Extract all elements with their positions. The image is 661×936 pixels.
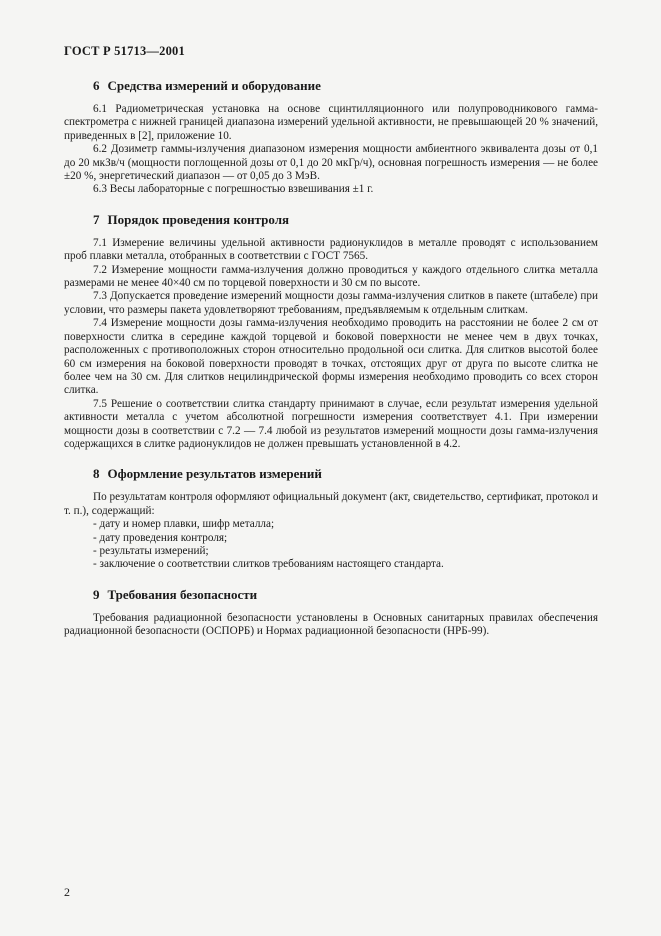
paragraph-7-1: 7.1 Измерение величины удельной активности радионуклидов в металле проводят с использованием проб плавки металла, отобранных в соответствии с ГОСТ 7565. xyxy=(64,236,598,263)
standard-code-header: ГОСТ Р 51713—2001 xyxy=(64,44,185,58)
section-title: Оформление результатов измерений xyxy=(107,466,322,482)
paragraph-7-3: 7.3 Допускается проведение измерений мощности дозы гамма-излучения слитков в пакете (штабеле) при условии, что размеры пакета удовлетворяют требованиям, предъявляемым к отдельным слиткам. xyxy=(64,290,598,316)
section-number: 6 xyxy=(93,78,100,93)
paragraph-6-1: 6.1 Радиометрическая установка на основе сцинтилляционного или полупроводникового гамма-спектрометра с нижней границей диапазона измерений удельной активности, не превышающей 20 % значений, приведенных в [2], приложение 10. xyxy=(64,103,598,142)
section-title: Требования безопасности xyxy=(107,586,258,602)
section-7 xyxy=(64,212,598,452)
list-item: - дату и номер плавки, шифр металла; xyxy=(93,518,275,531)
section-9 xyxy=(64,587,598,639)
paragraph-9: Требования радиационной безопасности установлены в Основных санитарных правилах обеспечения радиационной безопасности (ОСПОРБ) и Нормах радиационной безопасности (НРБ-99). xyxy=(64,611,598,638)
section-heading xyxy=(93,212,598,228)
results-contents-list xyxy=(64,518,598,572)
section-6 xyxy=(64,78,598,197)
list-item: - заключение о соответствии слитков требованиям настоящего стандарта. xyxy=(93,558,444,571)
section-number: 7 xyxy=(93,211,100,227)
section-number: 9 xyxy=(93,586,100,602)
paragraph-7-5: 7.5 Решение о соответствии слитка стандарту принимают в случае, если результат измерения удельной активности металла с учетом абсолютной погрешности измерения соответствует 4.1. При измерении мощности дозы в соответствии с 7.2 — 7.4 любой из результатов измерений мощности дозы гамма-излучения содержащихся в слитке радионуклидов не должен превышать установленной в 4.2. xyxy=(64,397,598,450)
section-heading xyxy=(93,78,598,94)
list-item: - дату проведения контроля; xyxy=(93,531,228,544)
section-number: 8 xyxy=(93,466,100,482)
paragraph-7-4: 7.4 Измерение мощности дозы гамма-излучения необходимо проводить на расстоянии не более 2 см от поверхности слитка в середине каждой торцевой и боковой поверхности не менее чем в двух точках, расположенных с противоположных сторон относительно продольной оси слитка. Для слитков высотой более 60 см измерения на боковой поверхности проводят в точках, отстоящих друг от друга по высоте слитка не более чем на 30 см. Для слитков нецилиндрической формы измерения необходимо проводить со всех сторон слитка. xyxy=(64,317,598,397)
document-body xyxy=(64,78,598,654)
paragraph-6-2: 6.2 Дозиметр гаммы-излучения диапазоном измерения мощности амбиентного эквивалента дозы от 0,1 до 20 мкЗв/ч (мощности поглощенной дозы от 0,1 до 20 мкГр/ч), основная погрешность измерения — не более ±20 %, энергетический диапазон — от 0,05 до 3 МэВ. xyxy=(64,143,598,183)
section-title: Средства измерений и оборудование xyxy=(107,78,321,93)
paragraph-8-intro: По результатам контроля оформляют официальный документ (акт, свидетельство, сертификат, протокол и т. п.), содержащий: xyxy=(64,491,598,517)
section-8 xyxy=(64,466,598,571)
section-heading xyxy=(93,587,598,603)
section-title: Порядок проведения контроля xyxy=(107,211,290,227)
section-heading xyxy=(93,466,598,482)
list-item: - результаты измерений; xyxy=(93,544,209,557)
paragraph-6-3: 6.3 Весы лабораторные с погрешностью взвешивания ±1 г. xyxy=(93,183,374,196)
paragraph-7-2: 7.2 Измерение мощности гамма-излучения должно проводиться у каждого отдельного слитка металла размерами не менее 40×40 см по торцевой поверхности и 30 см по высоте. xyxy=(64,263,598,290)
page-number: 2 xyxy=(64,885,70,899)
